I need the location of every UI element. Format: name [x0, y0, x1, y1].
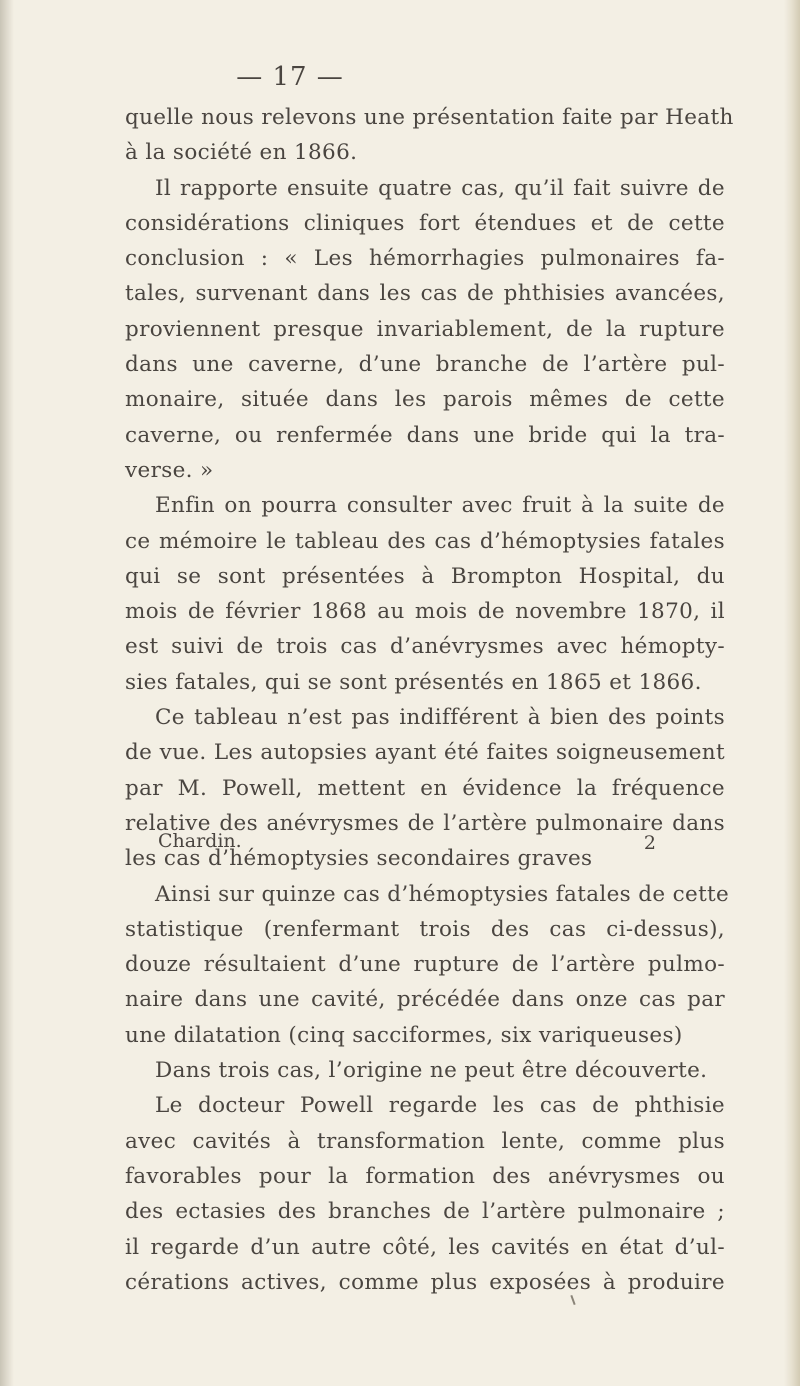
signature-mark: Chardin. — [158, 830, 242, 852]
text-line: cérations actives, comme plus exposées à produire — [125, 1269, 725, 1295]
text-line: par M. Powell, mettent en évidence la fréquence — [125, 775, 725, 801]
text-line: caverne, ou renfermée dans une bride qui la tra- — [125, 422, 725, 448]
text-line: Dans trois cas, l’origine ne peut être découverte. — [155, 1058, 708, 1084]
page-left-edge — [0, 0, 14, 1386]
text-line: ce mémoire le tableau des cas d’hémoptysies fatales — [125, 528, 725, 554]
sheet-number: 2 — [643, 832, 656, 854]
text-line: monaire, située dans les parois mêmes de cette — [125, 387, 725, 413]
text-line: conclusion : « Les hémorrhagies pulmonaires fa- — [125, 246, 725, 272]
text-line: relative des anévrysmes de l’artère pulmonaire dans — [125, 810, 725, 836]
text-line: une dilatation (cinq sacciformes, six variqueuses) — [125, 1022, 683, 1048]
text-line: Ce tableau n’est pas indifférent à bien des points — [155, 705, 725, 731]
text-line: naire dans une cavité, précédée dans onze cas par — [125, 987, 725, 1013]
text-line: qui se sont présentées à Brompton Hospital, du — [125, 563, 725, 589]
text-line: à la société en 1866. — [125, 140, 358, 166]
text-line: favorables pour la formation des anévrysmes ou — [125, 1163, 725, 1189]
text-line: les cas d’hémoptysies secondaires graves — [125, 846, 593, 872]
text-line: verse. » — [125, 457, 214, 483]
text-line: Il rapporte ensuite quatre cas, qu’il fait suivre de — [155, 175, 725, 201]
text-line: avec cavités à transformation lente, comme plus — [125, 1128, 725, 1154]
text-line: Le docteur Powell regarde les cas de phthisie — [155, 1093, 725, 1119]
text-line: considérations cliniques fort étendues et de cette — [125, 210, 725, 236]
text-line: des ectasies des branches de l’artère pulmonaire ; — [125, 1199, 725, 1225]
body-text — [125, 100, 734, 1300]
text-line: proviennent presque invariablement, de la rupture — [125, 316, 725, 342]
text-line: tales, survenant dans les cas de phthisies avancées, — [125, 281, 725, 307]
text-line: est suivi de trois cas d’anévrysmes avec hémopty- — [125, 634, 725, 660]
text-line: quelle nous relevons une présentation faite par Heath — [125, 105, 734, 130]
text-line: dans une caverne, d’une branche de l’artère pul- — [125, 352, 725, 378]
text-line: douze résultaient d’une rupture de l’artère pulmo- — [125, 952, 725, 978]
text-line: statistique (renfermant trois des cas ci-dessus), — [125, 916, 725, 942]
text-line: il regarde d’un autre côté, les cavités en état d’ul- — [125, 1234, 725, 1260]
text-line: de vue. Les autopsies ayant été faites soigneusement — [125, 740, 725, 766]
text-line: mois de février 1868 au mois de novembre 1870, il — [125, 599, 725, 625]
page-number: — 17 — — [236, 62, 344, 92]
text-line: Enfin on pourra consulter avec fruit à la suite de — [155, 493, 725, 519]
text-line: Ainsi sur quinze cas d’hémoptysies fatales de cette — [155, 881, 730, 907]
page-right-edge — [784, 0, 800, 1386]
text-line: sies fatales, qui se sont présentés en 1865 et 1866. — [125, 669, 702, 695]
